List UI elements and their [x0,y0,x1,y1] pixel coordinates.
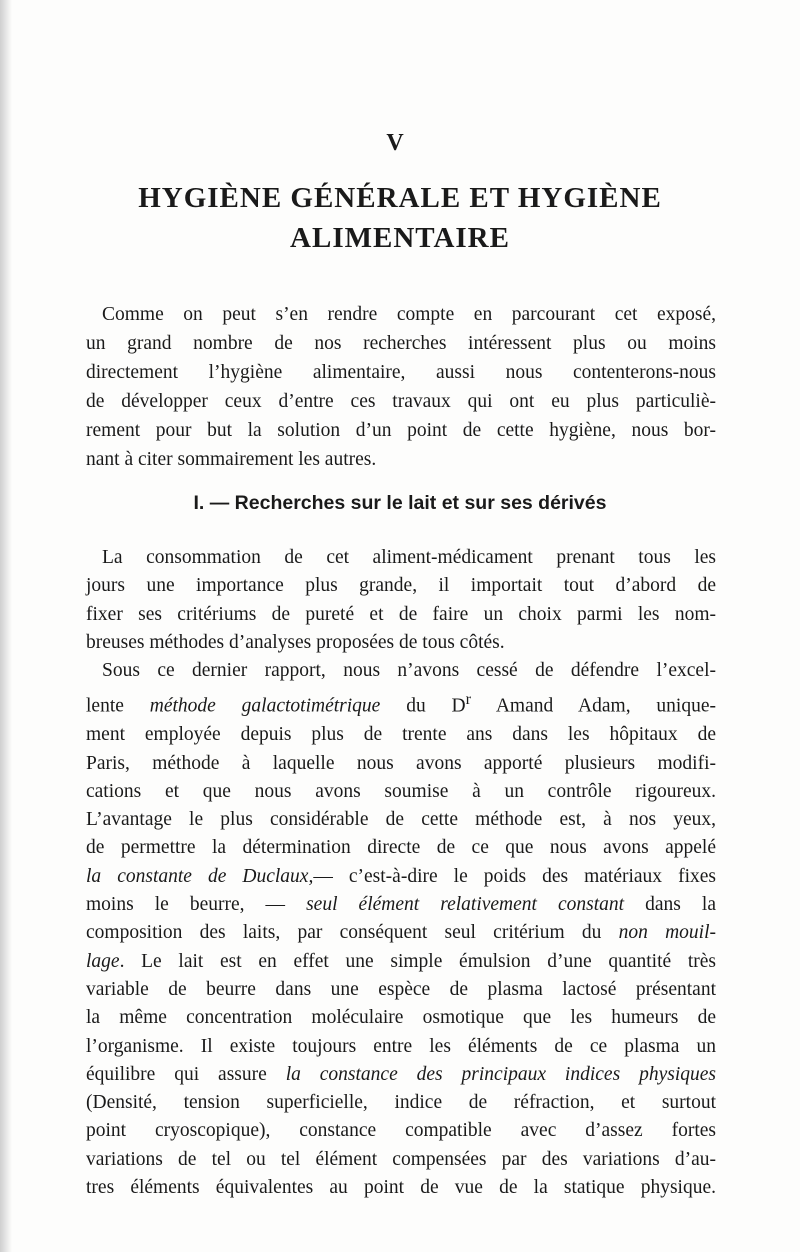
text-run: . Le lait est en effet une simple émulsion d’une quantité très [119,950,716,972]
text-line: la même concentration moléculaire osmotique que les humeurs de [86,1007,716,1029]
italic-run: non mouil- [618,922,716,944]
text-line: Sous ce dernier rapport, nous n’avons cessé de défendre l’excel- [102,660,716,682]
text-line: Comme on peut s’en rendre compte en parcourant cet exposé, [102,304,716,325]
intro-paragraph [86,300,716,474]
text-run: du D [380,695,466,717]
italic-run: la constante de Duclaux, [86,865,314,887]
section-body [86,544,716,1202]
text-line: cations et que nous avons soumise à un contrôle rigoureux. [86,780,716,802]
text-line: jours une importance plus grande, il importait tout d’abord de [86,575,716,597]
text-run: dans la [624,894,716,916]
chapter-title [60,178,740,258]
text-line: ment employée depuis plus de trente ans dans les hôpitaux de [86,724,716,746]
text-line: L’avantage le plus considérable de cette méthode est, à nos yeux, [86,809,716,831]
italic-run: seul élément relativement constant [306,894,625,916]
text-run: lente [86,695,150,717]
text-line: de permettre la détermination directe de ce que nous avons appelé [86,837,716,859]
text-run: moins le beurre, — [86,894,307,916]
text-line: (Densité, tension superficielle, indice de réfraction, et surtout [86,1092,716,1114]
text-line [86,919,716,947]
text-run: Amand Adam, unique- [471,695,716,717]
italic-run: la constance des principaux indices physiques [285,1063,716,1085]
text-line: La consommation de cet aliment-médicament prenant tous les [102,547,716,568]
text-line: variations de tel ou tel élément compensées par des variations d’au- [86,1148,716,1170]
text-line [86,685,716,721]
text-line: Paris, méthode à laquelle nous avons apporté plusieurs modifi- [86,752,716,774]
text-line: nant à citer sommairement les autres. [86,449,377,470]
text-line: l’organisme. Il existe toujours entre les éléments de ce plasma un [86,1035,716,1057]
chapter-title-line-1: HYGIÈNE GÉNÉRALE ET HYGIÈNE [138,182,662,214]
italic-run: lage [86,950,120,972]
text-run: équilibre qui assure [86,1063,286,1085]
text-line: fixer ses critériums de pureté et de faire un choix parmi les nom- [86,603,716,625]
text-line [86,863,716,891]
paragraph-1 [86,544,716,657]
page-gutter-shadow [0,0,12,1252]
text-run: — c’est-à-dire le poids des matériaux fixes [313,865,716,887]
superscript: r [465,690,472,709]
italic-run: méthode galactotimétrique [149,695,381,717]
text-run: composition des laits, par conséquent seul critérium du [86,922,619,944]
text-line: point cryoscopique), constance compatible avec d’assez fortes [86,1120,716,1142]
text-line: de développer ceux d’entre ces travaux qui ont eu plus particuliè- [86,391,716,412]
paragraph-2 [86,657,716,1202]
text-line: variable de beurre dans une espèce de plasma lactosé présentant [86,978,716,1000]
text-line: un grand nombre de nos recherches intéressent plus ou moins [86,333,716,354]
section-heading: I. — Recherches sur le lait et sur ses dérivés [193,492,607,514]
text-line: tres éléments équivalentes au point de vue de la statique physique. [86,1177,716,1199]
text-line: directement l’hygiène alimentaire, aussi nous contenterons-nous [86,362,716,383]
text-line: rement pour but la solution d’un point de cette hygiène, nous bor- [86,420,716,441]
text-line [86,1061,716,1089]
text-line [86,948,716,976]
text-line [86,891,716,919]
chapter-number: V [386,130,404,156]
text-line: breuses méthodes d’analyses proposées de tous côtés. [86,631,505,653]
chapter-title-line-2: ALIMENTAIRE [290,222,510,254]
